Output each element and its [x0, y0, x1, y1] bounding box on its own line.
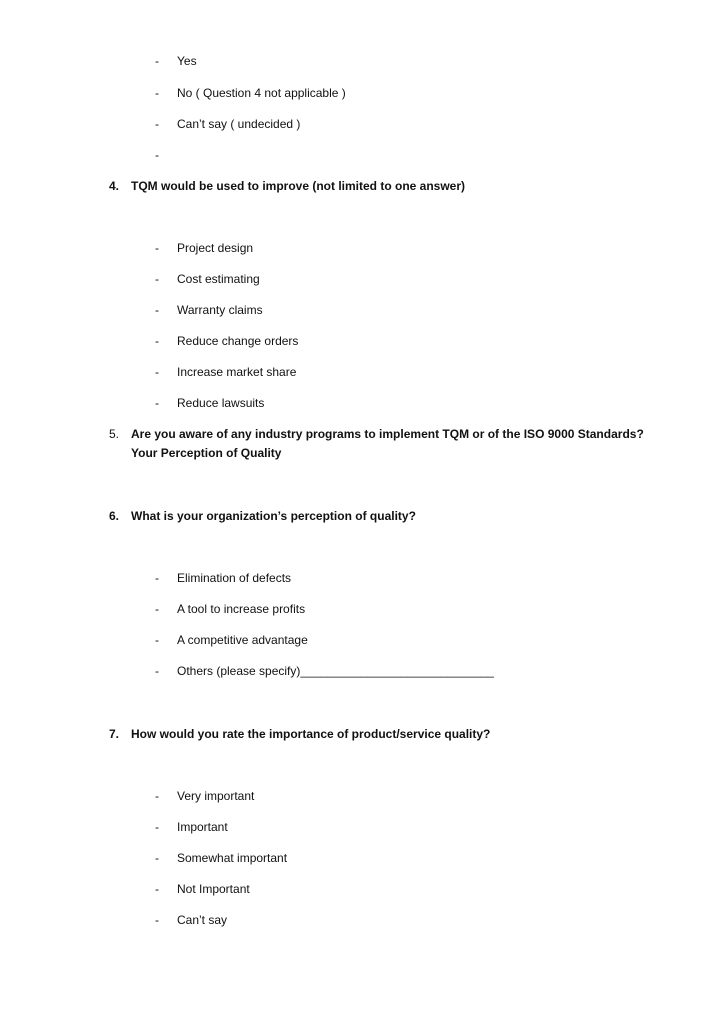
bullet-dash: - — [155, 272, 159, 286]
q7-option: Somewhat important — [177, 851, 288, 865]
q7-text: How would you rate the importance of product/service quality? — [131, 727, 491, 741]
q5-text: Are you aware of any industry programs to implement TQM or of the ISO 9000 Standards? — [131, 427, 644, 441]
q4-option: Reduce change orders — [177, 334, 299, 348]
q7-option: Very important — [177, 789, 255, 803]
bullet-dash: - — [155, 241, 159, 255]
q6-number: 6. — [109, 509, 120, 523]
bullet-dash: - — [155, 820, 159, 834]
bullet-dash: - — [155, 86, 159, 100]
q6-text: What is your organization’s perception of quality? — [131, 509, 416, 523]
bullet-dash: - — [155, 789, 159, 803]
q5-number: 5. — [109, 427, 120, 441]
bullet-dash: - — [155, 148, 159, 162]
q7-option: Can’t say — [177, 913, 228, 927]
q3-option-no: No ( Question 4 not applicable ) — [177, 86, 346, 100]
q7-option: Not Important — [177, 882, 250, 896]
q7-number: 7. — [109, 727, 120, 741]
bullet-dash: - — [155, 117, 159, 131]
q6-option-others: Others (please specify)_____________________________ — [177, 664, 494, 678]
q4-option: Project design — [177, 241, 254, 255]
q4-option: Cost estimating — [177, 272, 260, 286]
bullet-dash: - — [155, 571, 159, 585]
section-heading: Your Perception of Quality — [131, 446, 282, 460]
bullet-dash: - — [155, 633, 159, 647]
q6-option: A competitive advantage — [177, 633, 308, 647]
q6-option: A tool to increase profits — [177, 602, 306, 616]
q6-option: Elimination of defects — [177, 571, 292, 585]
bullet-dash: - — [155, 664, 159, 678]
bullet-dash: - — [155, 851, 159, 865]
q4-option: Increase market share — [177, 365, 297, 379]
q3-option-yes: Yes — [177, 54, 197, 68]
bullet-dash: - — [155, 882, 159, 896]
bullet-dash: - — [155, 365, 159, 379]
q4-option: Warranty claims — [177, 303, 263, 317]
q4-option: Reduce lawsuits — [177, 396, 265, 410]
bullet-dash: - — [155, 54, 159, 68]
bullet-dash: - — [155, 913, 159, 927]
bullet-dash: - — [155, 396, 159, 410]
bullet-dash: - — [155, 602, 159, 616]
q7-option: Important — [177, 820, 228, 834]
q4-text: TQM would be used to improve (not limited to one answer) — [131, 179, 466, 193]
bullet-dash: - — [155, 334, 159, 348]
q3-option-cant-say: Can’t say ( undecided ) — [177, 117, 301, 131]
q4-number: 4. — [109, 179, 120, 193]
bullet-dash: - — [155, 303, 159, 317]
